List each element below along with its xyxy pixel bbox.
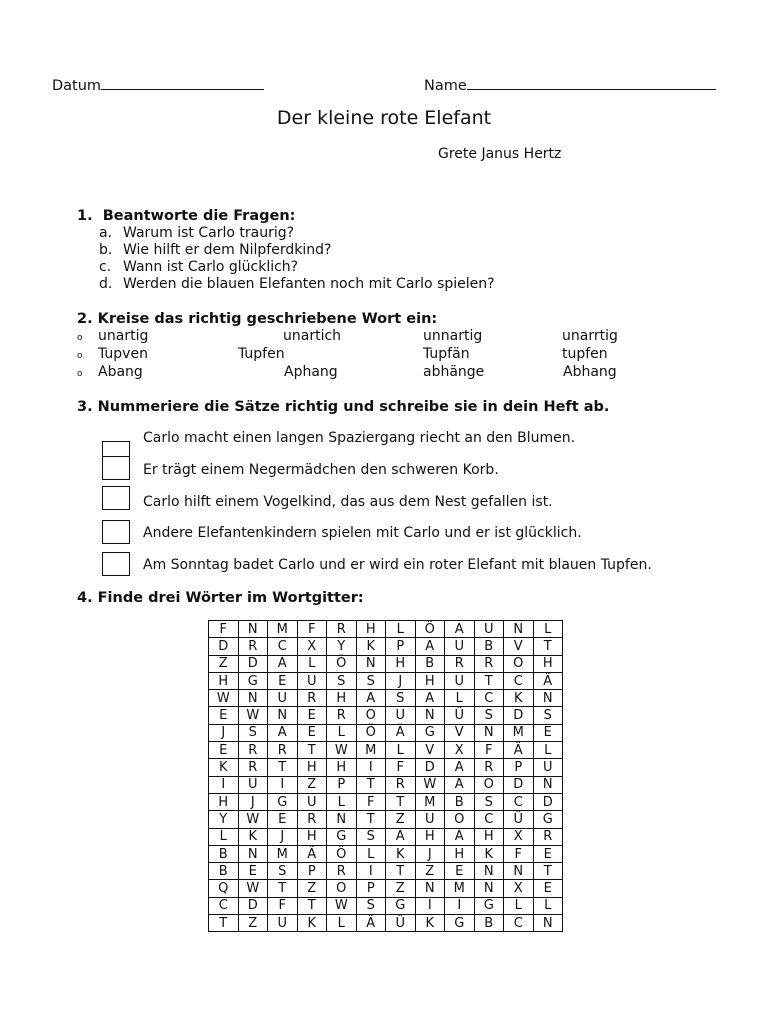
grid-cell[interactable]: N — [415, 880, 445, 897]
grid-cell[interactable]: R — [327, 707, 357, 724]
bullet: o — [77, 351, 83, 361]
grid-cell[interactable]: T — [356, 776, 386, 793]
grid-cell[interactable]: A — [445, 828, 475, 845]
grid-cell[interactable]: I — [209, 776, 239, 793]
grid-cell[interactable]: R — [386, 776, 416, 793]
grid-cell[interactable]: L — [297, 655, 327, 672]
grid-cell[interactable]: M — [504, 724, 534, 741]
grid-cell[interactable]: P — [386, 638, 416, 655]
grid-cell[interactable]: K — [474, 845, 504, 862]
grid-cell[interactable]: Ö — [356, 724, 386, 741]
grid-row — [209, 724, 563, 741]
grid-cell[interactable]: E — [209, 707, 239, 724]
grid-cell[interactable]: V — [504, 638, 534, 655]
grid-cell[interactable]: Ä — [504, 742, 534, 759]
grid-cell[interactable]: B — [474, 638, 504, 655]
grid-cell[interactable]: I — [356, 863, 386, 880]
page-title: Der kleine rote Elefant — [276, 107, 492, 129]
section1-number: 1. — [77, 208, 93, 224]
grid-cell[interactable]: H — [415, 672, 445, 689]
grid-cell[interactable]: R — [474, 759, 504, 776]
grid-cell[interactable]: U — [474, 621, 504, 638]
grid-cell[interactable]: N — [474, 863, 504, 880]
grid-cell[interactable]: W — [327, 897, 357, 914]
grid-cell[interactable]: H — [386, 655, 416, 672]
grid-cell[interactable]: B — [415, 655, 445, 672]
question-letter: d. — [99, 276, 113, 292]
grid-row — [209, 897, 563, 914]
grid-cell[interactable]: H — [327, 690, 357, 707]
grid-cell[interactable]: N — [474, 724, 504, 741]
grid-cell[interactable]: T — [297, 742, 327, 759]
grid-cell[interactable]: R — [297, 811, 327, 828]
grid-cell[interactable]: Z — [386, 880, 416, 897]
grid-cell[interactable]: L — [533, 742, 563, 759]
sentence: Andere Elefantenkindern spielen mit Carlo und er ist glücklich. — [143, 525, 582, 541]
grid-cell[interactable]: G — [386, 897, 416, 914]
grid-cell[interactable]: Z — [209, 655, 239, 672]
grid-cell[interactable]: Y — [209, 811, 239, 828]
grid-cell[interactable]: D — [504, 776, 534, 793]
question-letter: b. — [99, 242, 113, 258]
grid-cell[interactable]: G — [445, 915, 475, 932]
grid-cell[interactable]: D — [533, 793, 563, 810]
section4-heading: 4. Finde drei Wörter im Wortgitter: — [77, 590, 364, 606]
grid-row — [209, 742, 563, 759]
grid-cell[interactable]: T — [386, 793, 416, 810]
question-text: Warum ist Carlo traurig? — [123, 225, 295, 241]
grid-cell[interactable]: F — [209, 621, 239, 638]
grid-cell[interactable]: O — [445, 811, 475, 828]
grid-cell[interactable]: R — [445, 655, 475, 672]
grid-cell[interactable]: P — [504, 759, 534, 776]
grid-cell[interactable]: F — [504, 845, 534, 862]
grid-cell[interactable]: P — [356, 880, 386, 897]
grid-cell[interactable]: A — [268, 724, 298, 741]
grid-cell[interactable]: U — [297, 672, 327, 689]
grid-cell[interactable]: F — [297, 621, 327, 638]
grid-cell[interactable]: Z — [415, 863, 445, 880]
grid-cell[interactable]: R — [533, 828, 563, 845]
grid-row — [209, 776, 563, 793]
grid-cell[interactable]: A — [268, 655, 298, 672]
grid-cell[interactable]: U — [297, 793, 327, 810]
grid-cell[interactable]: T — [356, 811, 386, 828]
grid-row — [209, 811, 563, 828]
grid-cell[interactable]: J — [386, 672, 416, 689]
grid-cell[interactable]: Z — [238, 915, 268, 932]
grid-cell[interactable]: G — [268, 793, 298, 810]
grid-cell[interactable]: L — [504, 897, 534, 914]
word-option[interactable]: Tupven — [98, 346, 148, 362]
grid-cell[interactable]: H — [327, 759, 357, 776]
grid-cell[interactable]: Ä — [356, 915, 386, 932]
sentence: Am Sonntag badet Carlo und er wird ein roter Elefant mit blauen Tupfen. — [143, 557, 652, 573]
section1-heading — [77, 208, 295, 224]
grid-cell[interactable]: N — [504, 863, 534, 880]
grid-cell[interactable]: O — [474, 776, 504, 793]
number-box[interactable] — [102, 552, 130, 576]
date-field[interactable] — [52, 75, 264, 94]
grid-cell[interactable]: U — [268, 915, 298, 932]
grid-cell[interactable]: R — [474, 655, 504, 672]
grid-cell[interactable]: E — [533, 845, 563, 862]
grid-cell[interactable]: F — [386, 759, 416, 776]
grid-cell[interactable]: Z — [297, 880, 327, 897]
grid-cell[interactable]: E — [209, 742, 239, 759]
grid-cell[interactable]: F — [474, 742, 504, 759]
grid-cell[interactable]: E — [533, 724, 563, 741]
grid-cell[interactable]: T — [297, 897, 327, 914]
grid-cell[interactable]: Ö — [415, 621, 445, 638]
section2-heading: 2. Kreise das richtig geschriebene Wort ein: — [77, 311, 438, 327]
word-option[interactable]: unarrtig — [562, 328, 618, 344]
grid-cell[interactable]: D — [209, 638, 239, 655]
grid-cell[interactable]: Ö — [327, 845, 357, 862]
question-text: Wann ist Carlo glücklich? — [123, 259, 299, 275]
bullet: o — [77, 369, 83, 379]
question-letter: c. — [99, 259, 112, 275]
grid-cell[interactable]: K — [504, 690, 534, 707]
word-option[interactable]: tupfen — [562, 346, 608, 362]
grid-row — [209, 655, 563, 672]
word-option[interactable]: unnartig — [423, 328, 483, 344]
grid-cell[interactable]: H — [356, 621, 386, 638]
grid-cell[interactable]: W — [238, 707, 268, 724]
grid-cell[interactable]: N — [238, 845, 268, 862]
grid-cell[interactable]: H — [474, 828, 504, 845]
grid-cell[interactable]: U — [533, 759, 563, 776]
grid-cell[interactable]: G — [474, 897, 504, 914]
date-label: Datum — [52, 78, 102, 94]
grid-cell[interactable]: E — [445, 863, 475, 880]
grid-cell[interactable]: L — [327, 724, 357, 741]
grid-cell[interactable]: G — [533, 811, 563, 828]
grid-cell[interactable]: E — [297, 707, 327, 724]
grid-cell[interactable]: W — [238, 880, 268, 897]
word-option[interactable]: Tupfen — [238, 346, 285, 362]
grid-cell[interactable]: M — [268, 621, 298, 638]
grid-cell[interactable]: A — [445, 776, 475, 793]
grid-cell[interactable]: L — [445, 690, 475, 707]
grid-cell[interactable]: T — [386, 863, 416, 880]
grid-cell[interactable]: T — [209, 915, 239, 932]
sentence: Carlo hilft einem Vogelkind, das aus dem Nest gefallen ist. — [143, 494, 553, 510]
grid-cell[interactable]: A — [356, 690, 386, 707]
grid-cell[interactable]: Z — [297, 776, 327, 793]
grid-cell[interactable]: C — [504, 915, 534, 932]
grid-cell[interactable]: O — [504, 655, 534, 672]
grid-cell[interactable]: B — [209, 863, 239, 880]
grid-cell[interactable]: C — [474, 811, 504, 828]
grid-cell[interactable]: E — [238, 863, 268, 880]
grid-cell[interactable]: I — [356, 759, 386, 776]
grid-cell[interactable]: K — [386, 845, 416, 862]
grid-cell[interactable]: R — [327, 863, 357, 880]
grid-cell[interactable]: T — [268, 759, 298, 776]
grid-cell[interactable]: H — [209, 793, 239, 810]
grid-row — [209, 828, 563, 845]
grid-cell[interactable]: X — [504, 880, 534, 897]
grid-cell[interactable]: N — [327, 811, 357, 828]
grid-cell[interactable]: N — [268, 707, 298, 724]
grid-cell[interactable]: Ä — [297, 845, 327, 862]
grid-cell[interactable]: F — [356, 793, 386, 810]
grid-cell[interactable]: Ö — [327, 655, 357, 672]
grid-row — [209, 638, 563, 655]
word-option[interactable]: Aphang — [284, 364, 338, 380]
grid-cell[interactable]: B — [209, 845, 239, 862]
question-letter: a. — [99, 225, 113, 241]
grid-cell[interactable]: A — [415, 690, 445, 707]
grid-cell[interactable]: N — [356, 655, 386, 672]
grid-cell[interactable]: I — [445, 897, 475, 914]
grid-cell[interactable]: D — [238, 897, 268, 914]
grid-cell[interactable]: E — [268, 811, 298, 828]
number-box[interactable] — [102, 520, 130, 544]
grid-cell[interactable]: H — [209, 672, 239, 689]
grid-cell[interactable]: G — [327, 828, 357, 845]
grid-cell[interactable]: V — [415, 742, 445, 759]
grid-cell[interactable]: Z — [386, 811, 416, 828]
grid-cell[interactable]: H — [533, 655, 563, 672]
word-option[interactable]: Abang — [98, 364, 143, 380]
grid-cell[interactable]: W — [238, 811, 268, 828]
grid-cell[interactable]: U — [238, 776, 268, 793]
grid-cell[interactable]: C — [268, 638, 298, 655]
grid-cell[interactable]: R — [268, 742, 298, 759]
grid-cell[interactable]: J — [268, 828, 298, 845]
sentence: Er trägt einem Negermädchen den schweren Korb. — [143, 462, 499, 478]
grid-row — [209, 793, 563, 810]
grid-row — [209, 863, 563, 880]
grid-cell[interactable]: H — [297, 828, 327, 845]
grid-cell[interactable]: I — [268, 776, 298, 793]
grid-cell[interactable]: O — [356, 707, 386, 724]
grid-cell[interactable]: E — [297, 724, 327, 741]
grid-cell[interactable]: X — [445, 742, 475, 759]
grid-cell[interactable]: N — [504, 621, 534, 638]
grid-cell[interactable]: W — [209, 690, 239, 707]
grid-cell[interactable]: A — [415, 638, 445, 655]
grid-cell[interactable]: L — [386, 621, 416, 638]
grid-row — [209, 759, 563, 776]
grid-cell[interactable]: W — [415, 776, 445, 793]
grid-cell[interactable]: U — [268, 690, 298, 707]
grid-cell[interactable]: T — [474, 672, 504, 689]
section3-heading: 3. Nummeriere die Sätze richtig und schreibe sie in dein Heft ab. — [77, 399, 610, 415]
grid-cell[interactable]: L — [356, 845, 386, 862]
grid-cell[interactable]: D — [238, 655, 268, 672]
sentence: Carlo macht einen langen Spaziergang riecht an den Blumen. — [143, 430, 576, 446]
word-option[interactable]: unartich — [283, 328, 342, 344]
grid-cell[interactable]: A — [386, 828, 416, 845]
grid-cell[interactable]: N — [474, 880, 504, 897]
grid-cell[interactable]: S — [356, 897, 386, 914]
number-box[interactable] — [102, 486, 130, 510]
grid-cell[interactable]: Ä — [386, 724, 416, 741]
grid-cell[interactable]: Ä — [533, 672, 563, 689]
number-box[interactable] — [102, 441, 130, 457]
grid-cell[interactable]: C — [209, 897, 239, 914]
grid-cell[interactable]: P — [327, 776, 357, 793]
grid-cell[interactable]: T — [268, 880, 298, 897]
grid-cell[interactable]: M — [415, 793, 445, 810]
grid-cell[interactable]: H — [415, 828, 445, 845]
name-field[interactable] — [424, 75, 716, 94]
grid-cell[interactable]: M — [268, 845, 298, 862]
grid-cell[interactable]: E — [533, 880, 563, 897]
grid-cell[interactable]: S — [238, 724, 268, 741]
grid-cell[interactable]: J — [238, 793, 268, 810]
grid-cell[interactable]: X — [297, 638, 327, 655]
grid-cell[interactable]: K — [415, 915, 445, 932]
grid-cell[interactable]: R — [238, 759, 268, 776]
grid-cell[interactable]: E — [268, 672, 298, 689]
question-text: Werden die blauen Elefanten noch mit Carlo spielen? — [123, 276, 495, 292]
grid-row — [209, 845, 563, 862]
grid-cell[interactable]: J — [415, 845, 445, 862]
grid-cell[interactable]: N — [533, 690, 563, 707]
grid-row — [209, 672, 563, 689]
grid-cell[interactable]: C — [504, 672, 534, 689]
grid-cell[interactable]: X — [504, 828, 534, 845]
grid-cell[interactable]: S — [386, 690, 416, 707]
grid-cell[interactable]: P — [297, 863, 327, 880]
date-line[interactable] — [101, 75, 264, 90]
grid-cell[interactable]: R — [238, 742, 268, 759]
number-box[interactable] — [102, 456, 130, 480]
grid-cell[interactable]: L — [386, 742, 416, 759]
name-line[interactable] — [467, 75, 716, 90]
word-option[interactable]: Abhang — [563, 364, 617, 380]
grid-cell[interactable]: R — [327, 621, 357, 638]
grid-cell[interactable]: S — [533, 707, 563, 724]
word-option[interactable]: abhänge — [423, 364, 485, 380]
grid-cell[interactable]: U — [445, 672, 475, 689]
grid-cell[interactable]: Ü — [386, 915, 416, 932]
grid-cell[interactable]: S — [474, 707, 504, 724]
grid-cell[interactable]: L — [327, 915, 357, 932]
grid-cell[interactable]: Y — [327, 638, 357, 655]
grid-cell[interactable]: H — [445, 845, 475, 862]
grid-row — [209, 621, 563, 638]
grid-cell[interactable]: K — [356, 638, 386, 655]
grid-cell[interactable]: S — [474, 793, 504, 810]
word-option[interactable]: Tupfän — [423, 346, 470, 362]
grid-row — [209, 690, 563, 707]
grid-cell[interactable]: U — [386, 707, 416, 724]
grid-cell[interactable]: K — [238, 828, 268, 845]
grid-cell[interactable]: R — [297, 690, 327, 707]
grid-cell[interactable]: D — [504, 707, 534, 724]
grid-cell[interactable]: N — [415, 707, 445, 724]
grid-cell[interactable]: I — [415, 897, 445, 914]
author: Grete Janus Hertz — [438, 146, 562, 162]
grid-cell[interactable]: V — [445, 724, 475, 741]
grid-cell[interactable]: L — [533, 621, 563, 638]
grid-cell[interactable]: D — [415, 759, 445, 776]
grid-cell[interactable]: S — [268, 863, 298, 880]
grid-cell[interactable]: J — [209, 724, 239, 741]
grid-cell[interactable]: Ü — [445, 707, 475, 724]
section1-title: Beantworte die Fragen: — [102, 208, 296, 224]
question-text: Wie hilft er dem Nilpferdkind? — [123, 242, 332, 258]
grid-cell[interactable]: K — [297, 915, 327, 932]
grid-cell[interactable]: S — [327, 672, 357, 689]
grid-cell[interactable]: A — [445, 621, 475, 638]
grid-cell[interactable]: F — [268, 897, 298, 914]
grid-cell[interactable]: T — [533, 863, 563, 880]
grid-cell[interactable]: N — [533, 776, 563, 793]
grid-cell[interactable]: M — [356, 742, 386, 759]
grid-cell[interactable]: M — [445, 880, 475, 897]
grid-cell[interactable]: B — [474, 915, 504, 932]
grid-cell[interactable]: L — [327, 793, 357, 810]
grid-cell[interactable]: U — [415, 811, 445, 828]
grid-cell[interactable]: L — [209, 828, 239, 845]
grid-cell[interactable]: U — [445, 638, 475, 655]
grid-cell[interactable]: Ü — [504, 811, 534, 828]
grid-cell[interactable]: N — [238, 690, 268, 707]
name-label: Name — [424, 78, 467, 94]
grid-cell[interactable]: L — [533, 897, 563, 914]
grid-row — [209, 880, 563, 897]
grid-cell[interactable]: C — [474, 690, 504, 707]
grid-cell[interactable]: K — [209, 759, 239, 776]
grid-cell[interactable]: N — [533, 915, 563, 932]
grid-cell[interactable]: O — [327, 880, 357, 897]
grid-cell[interactable]: C — [504, 793, 534, 810]
word-option[interactable]: unartig — [98, 328, 149, 344]
grid-cell[interactable]: H — [297, 759, 327, 776]
grid-row — [209, 915, 563, 932]
word-grid — [208, 620, 563, 932]
grid-cell[interactable]: A — [445, 759, 475, 776]
grid-cell[interactable]: G — [238, 672, 268, 689]
grid-cell[interactable]: T — [533, 638, 563, 655]
grid-cell[interactable]: S — [356, 672, 386, 689]
grid-cell[interactable]: Q — [209, 880, 239, 897]
bullet: o — [77, 333, 83, 343]
grid-row — [209, 707, 563, 724]
grid-cell[interactable]: S — [356, 828, 386, 845]
grid-cell[interactable]: R — [238, 638, 268, 655]
grid-cell[interactable]: G — [415, 724, 445, 741]
grid-cell[interactable]: N — [238, 621, 268, 638]
grid-cell[interactable]: B — [445, 793, 475, 810]
grid-cell[interactable]: W — [327, 742, 357, 759]
